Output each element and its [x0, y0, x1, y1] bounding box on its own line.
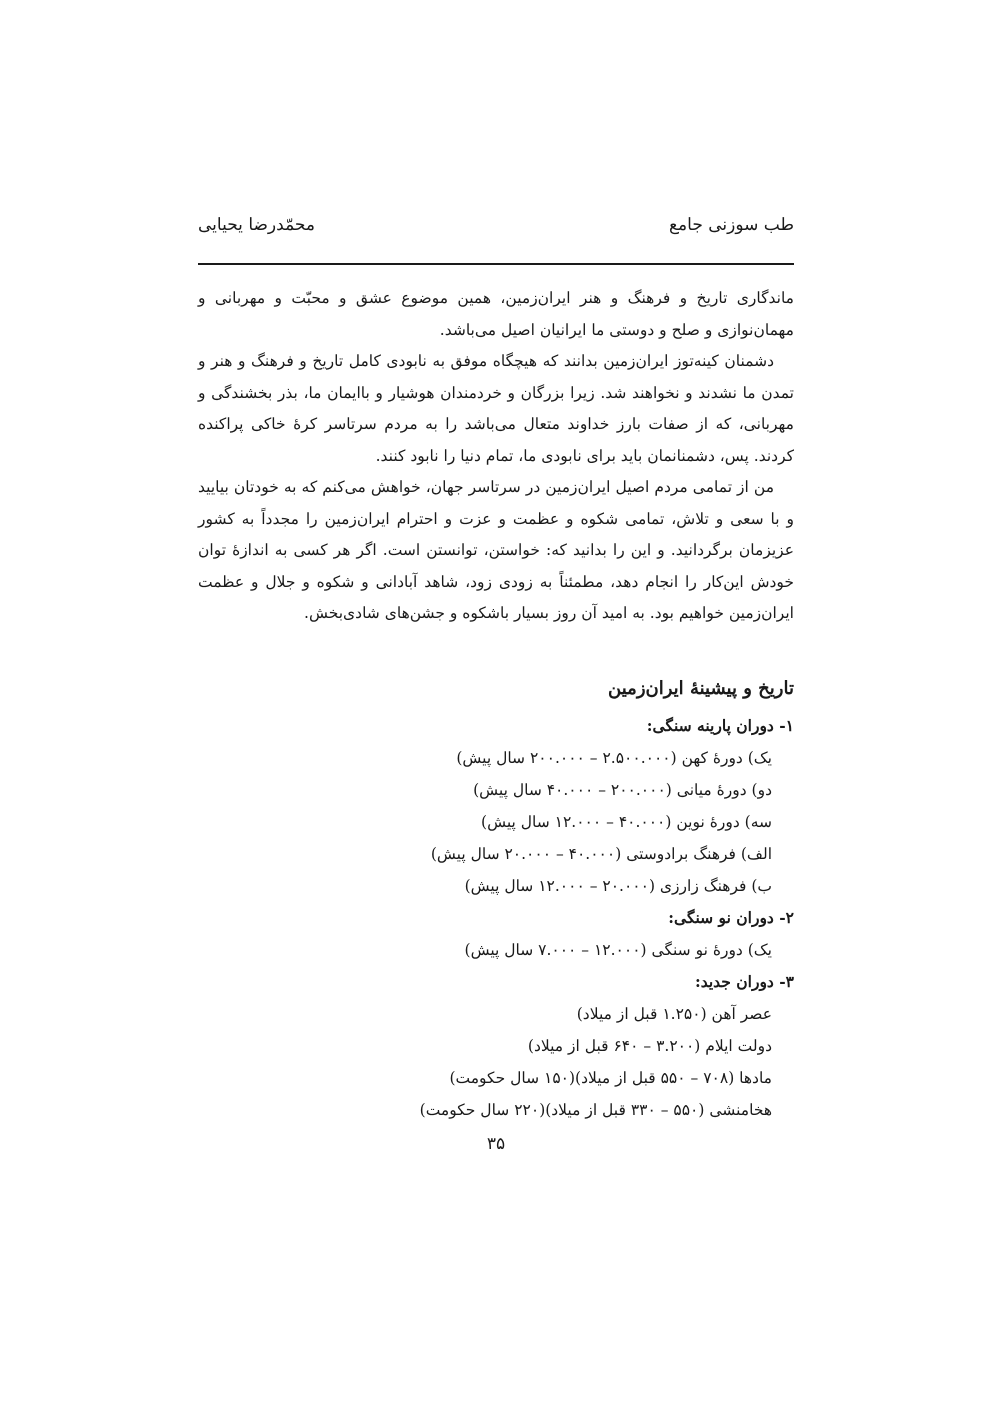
running-header — [198, 215, 794, 245]
era-item: یک) دورۀ نو سنگی (۱۲.۰۰۰ – ۷.۰۰۰ سال پیش) — [464, 941, 772, 959]
body-text — [198, 283, 794, 630]
paragraph: ماندگاری تاریخ و فرهنگ و هنر ایران‌زمین، همین موضوع عشق و محبّت و مهربانی و مهمان‌نوازی و صلح و دوستی ما ایرانیان اصیل می‌باشد. — [198, 289, 794, 339]
header-rule — [198, 263, 794, 265]
paragraph: دشمنان کینه‌توز ایران‌زمین بدانند که هیچگاه موفق به نابودی کامل تاریخ و فرهنگ و هنر و تمدن ما نشدند و نخواهند شد. زیرا بزرگان و خردمندان هوشیار و باایمان ما، بذر بخشندگی و مهربانی، که از صفات بارز خداوند متعال می‌باشد را به مردم سرتاسر کرۀ خاکی پراکنده کردند. پس، دشمنانمان باید برای نابودی ما، تمام دنیا را نابود کنند. — [198, 352, 794, 465]
author-name: محمّدرضا یحیایی — [198, 215, 315, 235]
era-item: هخامنشی (۵۵۰ – ۳۳۰ قبل از میلاد)(۲۲۰ سال حکومت) — [419, 1101, 772, 1119]
era-item: مادها (۷۰۸ – ۵۵۰ قبل از میلاد)(۱۵۰ سال حکومت) — [449, 1069, 772, 1087]
era-heading: ۳- دوران جدید: — [694, 972, 794, 991]
history-section — [198, 674, 794, 1126]
book-title: طب سوزنی جامع — [668, 215, 794, 235]
era-heading: ۲- دوران نو سنگی: — [668, 908, 794, 927]
era-item: الف) فرهنگ برادوستی (۴۰.۰۰۰ – ۲۰.۰۰۰ سال پیش) — [430, 845, 772, 863]
era-item: یک) دورۀ کهن (۲.۵۰۰.۰۰۰ – ۲۰۰.۰۰۰ سال پیش) — [456, 749, 772, 767]
era-item: ب) فرهنگ زارزی (۲۰.۰۰۰ – ۱۲.۰۰۰ سال پیش) — [464, 877, 772, 895]
era-item: عصر آهن (۱.۲۵۰ قبل از میلاد) — [576, 1005, 772, 1023]
section-title: تاریخ و پیشینۀ ایران‌زمین — [608, 678, 794, 699]
page-number: ۳۵ — [486, 1134, 506, 1154]
era-heading: ۱- دوران پارینه سنگی: — [646, 716, 794, 735]
era-item: سه) دورۀ نوین (۴۰.۰۰۰ – ۱۲.۰۰۰ سال پیش) — [481, 813, 772, 831]
paragraph: من از تمامی مردم اصیل ایران‌زمین در سرتاسر جهان، خواهش می‌کنم که به خودتان بیایید و با سعی و تلاش، تمامی شکوه و عظمت و عزت و احترام ایران‌زمین را مجدداً به کشور عزیزمان برگردانید. و این را بدانید که: خواستن، توانستن است. اگر هر کسی به اندازۀ توان خودش این‌کار را انجام دهد، مطمئناً به زودی زود، شاهد آبادانی و شکوه و جلال و عظمت ایران‌زمین خواهیم بود. به امید آن روز بسیار باشکوه و جشن‌های شادی‌بخش. — [198, 478, 794, 622]
era-item: دو) دورۀ میانی (۲۰۰.۰۰۰ – ۴۰.۰۰۰ سال پیش) — [473, 781, 772, 799]
era-item: دولت ایلام (۳.۲۰۰ – ۶۴۰ قبل از میلاد) — [527, 1037, 772, 1055]
